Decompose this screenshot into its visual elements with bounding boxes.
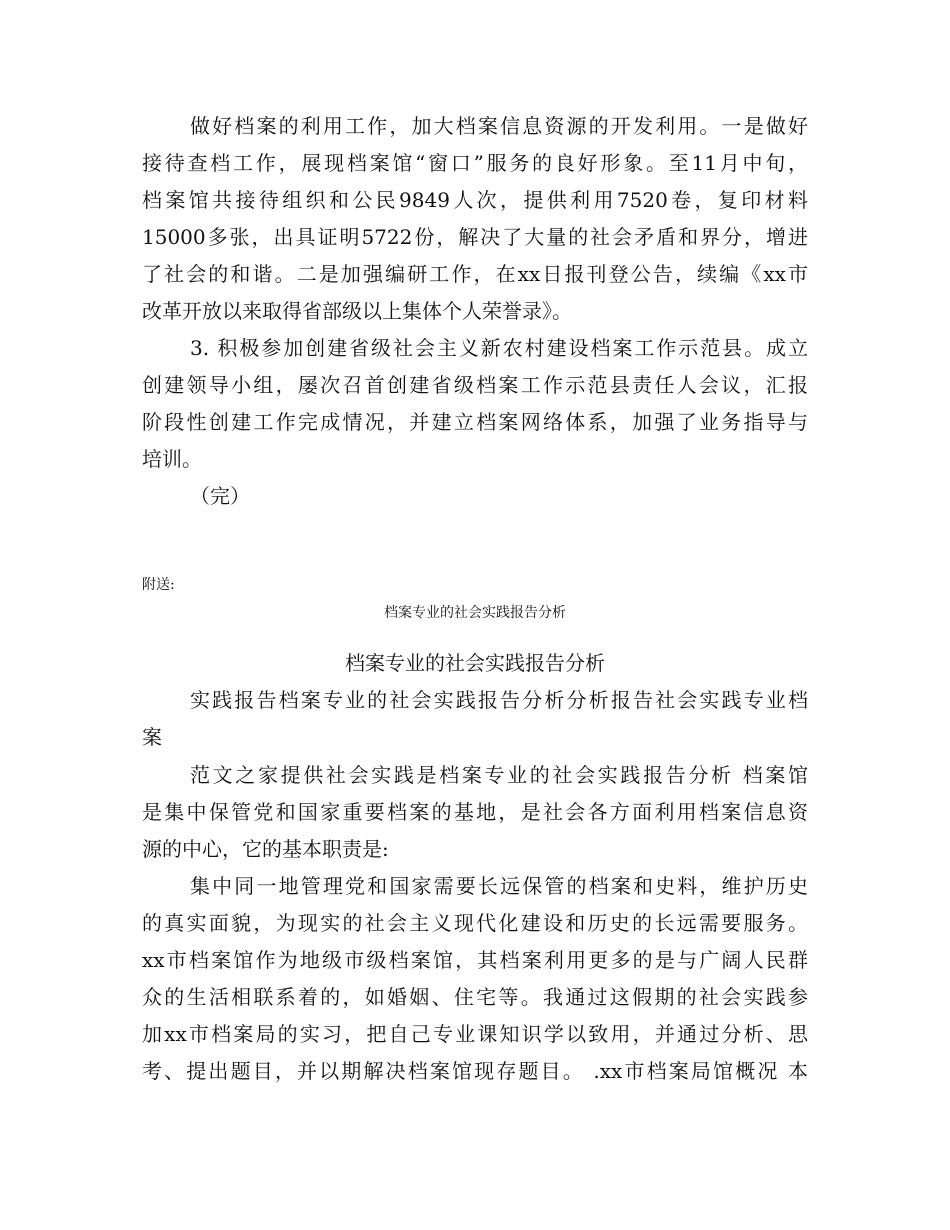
paragraph-line: 集中同一地管理党和国家需要长远保管的档案和史料，维护历史 bbox=[190, 874, 808, 898]
paragraph-line: 了社会的和谐。二是加强编研工作，在xx日报刊登公告，续编《xx市 bbox=[142, 262, 808, 286]
paragraph-line: 是集中保管党和国家重要档案的基地，是社会各方面利用档案信息资 bbox=[142, 800, 808, 824]
paragraph-line: 创建领导小组，屡次召首创建省级档案工作示范县责任人会议，汇报 bbox=[142, 373, 808, 397]
paragraph-line: 改革开放以来取得省部级以上集体个人荣誉录》。 bbox=[142, 299, 572, 323]
paragraph-line: 加xx市档案局的实习，把自己专业课知识学以致用，并通过分析、思 bbox=[142, 1022, 808, 1046]
paragraph-line: 源的中心，它的基本职责是: bbox=[142, 837, 389, 861]
attachment-label: 附送: bbox=[142, 577, 175, 593]
paragraph-line: 考、提出题目，并以期解决档案馆现存题目。 .xx市档案局馆概况 本 bbox=[142, 1059, 808, 1083]
paragraph-line: 3. 积极参加创建省级社会主义新农村建设档案工作示范县。成立 bbox=[190, 336, 808, 360]
paragraph-line: 接待查档工作，展现档案馆“窗口”服务的良好形象。至11月中旬， bbox=[142, 151, 808, 175]
paragraph-line: 档案馆共接待组织和公民9849人次，提供利用7520卷，复印材料 bbox=[142, 188, 808, 212]
attachment-small-title: 档案专业的社会实践报告分析 bbox=[384, 605, 566, 621]
attachment-title: 档案专业的社会实践报告分析 bbox=[345, 651, 605, 675]
paragraph-line: 案 bbox=[142, 725, 162, 749]
paragraph-line: 培训。 bbox=[142, 447, 202, 471]
paragraph-line: 15000多张，出具证明5722份，解决了大量的社会矛盾和界分，增进 bbox=[142, 225, 808, 249]
paragraph-line: 众的生活相联系着的，如婚姻、住宅等。我通过这假期的社会实践参 bbox=[142, 985, 808, 1009]
paragraph-line: 阶段性创建工作完成情况，并建立档案网络体系，加强了业务指导与 bbox=[142, 410, 808, 434]
paragraph-line: xx市档案馆作为地级市级档案馆，其档案利用更多的是与广阔人民群 bbox=[142, 948, 808, 972]
paragraph-line: 范文之家提供社会实践是档案专业的社会实践报告分析 档案馆 bbox=[190, 763, 808, 787]
paragraph-line: 实践报告档案专业的社会实践报告分析分析报告社会实践专业档 bbox=[190, 688, 808, 712]
paragraph-line: 的真实面貌，为现实的社会主义现代化建设和历史的长远需要服务。 bbox=[142, 911, 808, 935]
end-mark: （完） bbox=[190, 484, 250, 508]
paragraph-line: 做好档案的利用工作，加大档案信息资源的开发利用。一是做好 bbox=[190, 114, 808, 138]
